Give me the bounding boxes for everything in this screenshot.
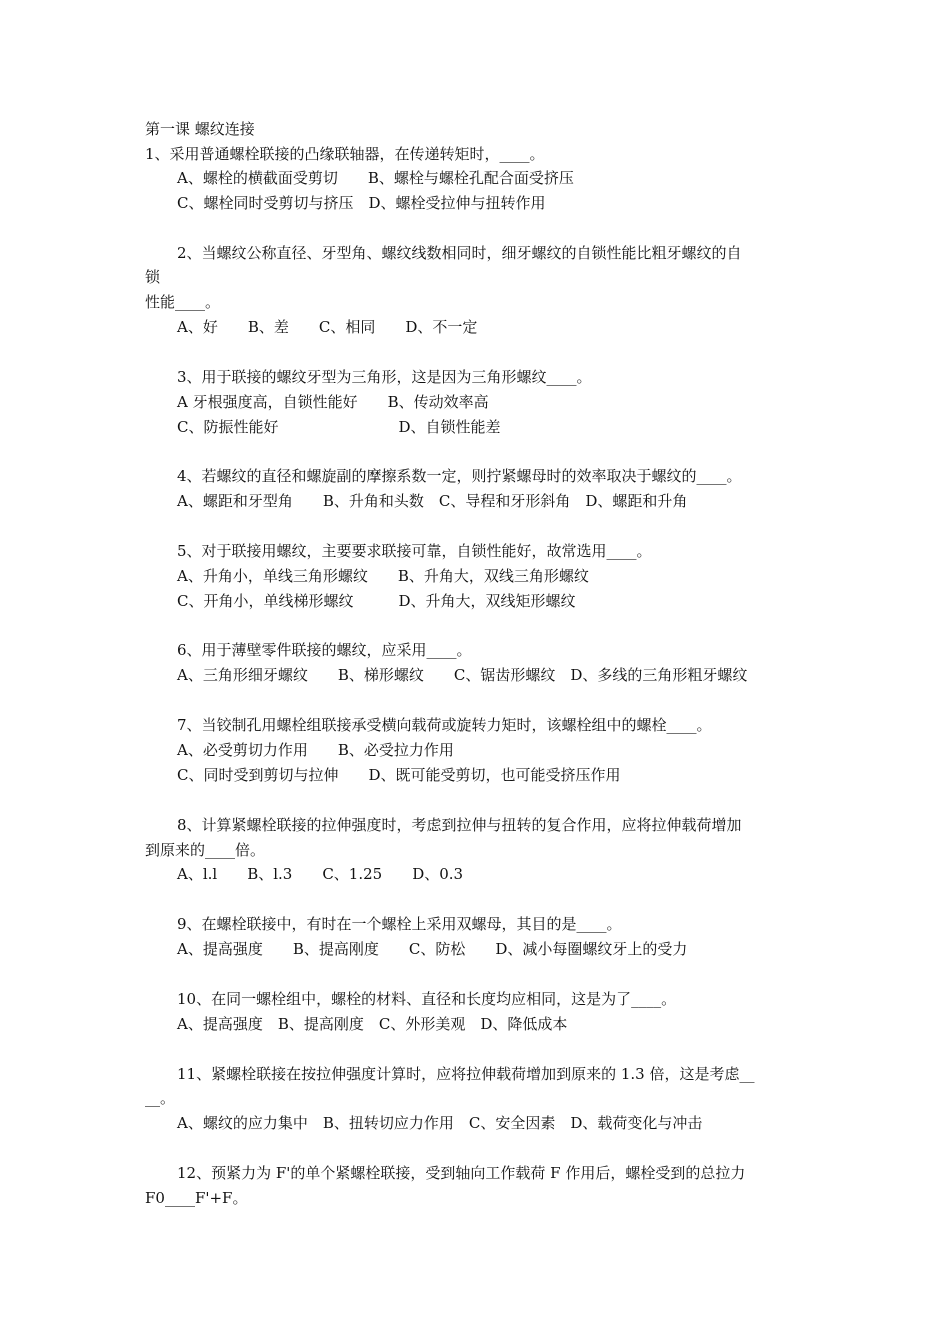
question-stem: 8、计算紧螺栓联接的拉伸强度时，考虑到拉伸与扭转的复合作用，应将拉伸载荷增加	[177, 816, 742, 834]
question-options: A、螺距和牙型角 B、升角和头数 C、导程和牙形斜角 D、螺距和升角	[177, 492, 688, 510]
question-options: A、提高强度 B、提高刚度 C、防松 D、减小每圈螺纹牙上的受力	[177, 940, 688, 958]
question-stem: 6、用于薄壁零件联接的螺纹，应采用____。	[177, 641, 472, 659]
question-stem: 1、采用普通螺栓联接的凸缘联轴器，在传递转矩时，____。	[145, 145, 545, 163]
question-options: A、l.l B、l.3 C、1.25 D、0.3	[177, 865, 464, 883]
question-options: A、三角形细牙螺纹 B、梯形螺纹 C、锯齿形螺纹 D、多线的三角形粗牙螺纹	[177, 666, 748, 684]
question-stem: 10、在同一螺栓组中，螺栓的材料、直径和长度均应相同，这是为了____。	[177, 990, 677, 1008]
question-options: A、螺栓的横截面受剪切 B、螺栓与螺栓孔配合面受挤压	[177, 169, 574, 187]
question-stem: 9、在螺栓联接中，有时在一个螺栓上采用双螺母，其目的是____。	[177, 915, 622, 933]
question-stem: 11、紧螺栓联接在按拉伸强度计算时，应将拉伸载荷增加到原来的 1.3 倍，这是考虑__	[177, 1065, 755, 1083]
page-title: 第一课 螺纹连接	[145, 120, 255, 138]
question-stem: 3、用于联接的螺纹牙型为三角形，这是因为三角形螺纹____。	[177, 368, 592, 386]
question-options: A、升角小，单线三角形螺纹 B、升角大，双线三角形螺纹	[177, 567, 589, 585]
question-options: A、螺纹的应力集中 B、扭转切应力作用 C、安全因素 D、载荷变化与冲击	[177, 1114, 703, 1132]
question-options: A、提高强度 B、提高刚度 C、外形美观 D、降低成本	[177, 1015, 568, 1033]
question-stem: F0____F'+F。	[145, 1189, 248, 1207]
question-stem: 4、若螺纹的直径和螺旋副的摩擦系数一定，则拧紧螺母时的效率取决于螺纹的____。	[177, 467, 742, 485]
question-stem: 7、当铰制孔用螺栓组联接承受横向载荷或旋转力矩时，该螺栓组中的螺栓____。	[177, 716, 712, 734]
question-options: C、防振性能好 D、自锁性能差	[177, 418, 501, 436]
question-stem: 到原来的____倍。	[145, 841, 266, 859]
question-stem: 锁	[145, 268, 161, 286]
question-options: C、同时受到剪切与拉伸 D、既可能受剪切，也可能受挤压作用	[177, 766, 621, 784]
question-stem: 5、对于联接用螺纹，主要要求联接可靠，自锁性能好，故常选用____。	[177, 542, 652, 560]
question-options: A 牙根强度高，自锁性能好 B、传动效率高	[177, 393, 489, 411]
question-options: A、好 B、差 C、相同 D、不一定	[177, 318, 478, 336]
question-options: A、必受剪切力作用 B、必受拉力作用	[177, 741, 454, 759]
question-stem: __。	[145, 1089, 176, 1107]
question-stem: 12、预紧力为 F'的单个紧螺栓联接，受到轴向工作载荷 F 作用后，螺栓受到的总拉力	[177, 1164, 746, 1182]
question-stem: 2、当螺纹公称直径、牙型角、螺纹线数相同时，细牙螺纹的自锁性能比粗牙螺纹的自	[177, 244, 742, 262]
question-options: C、螺栓同时受剪切与挤压 D、螺栓受拉伸与扭转作用	[177, 194, 546, 212]
question-options: C、开角小，单线梯形螺纹 D、升角大，双线矩形螺纹	[177, 592, 576, 610]
question-stem: 性能____。	[145, 293, 221, 311]
